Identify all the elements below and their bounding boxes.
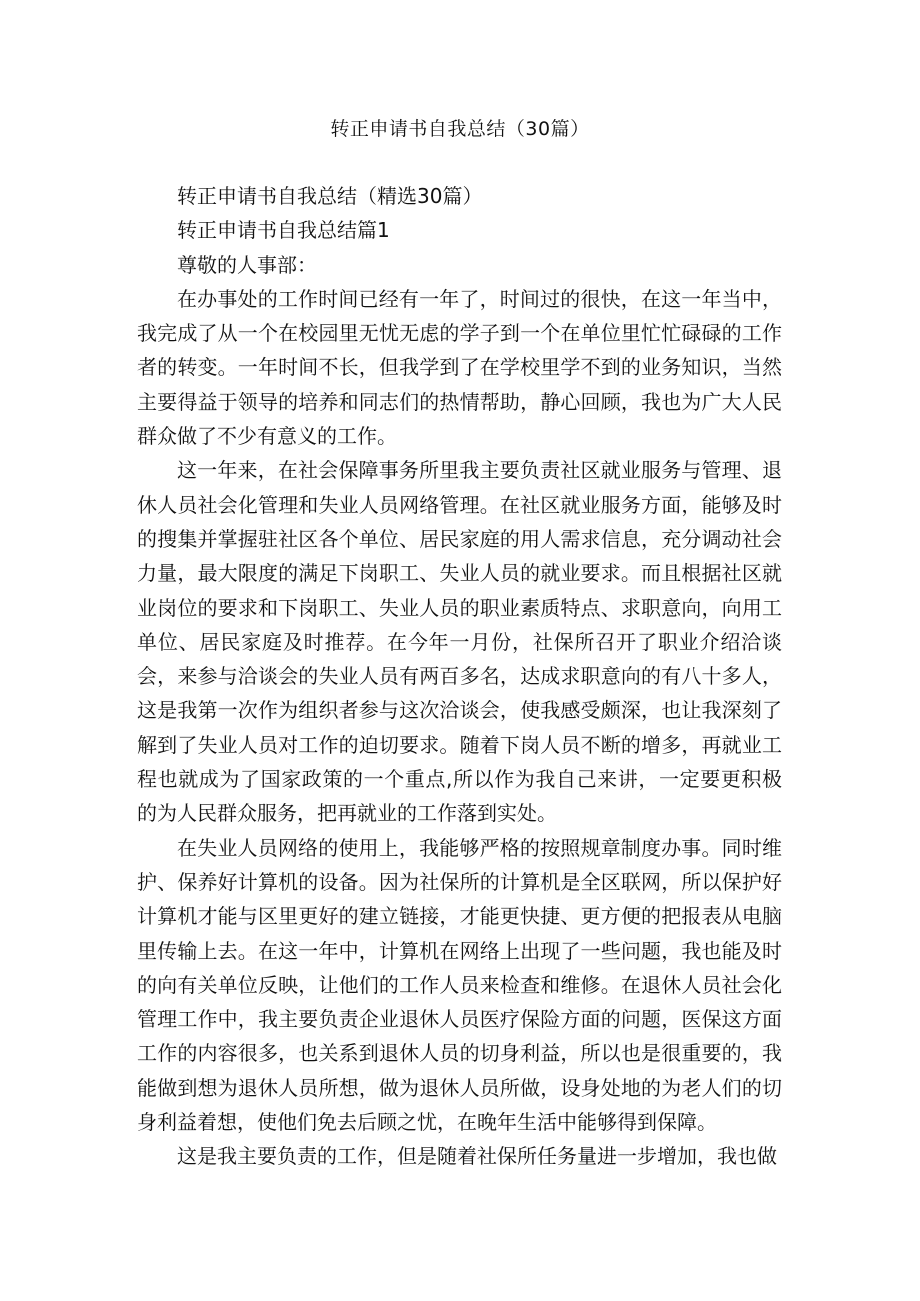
document-body — [137, 179, 782, 1174]
body-paragraph-3: 在失业人员网络的使用上，我能够严格的按照规章制度办事。同时维护、保养好计算机的设备。因为社保所的计算机是全区联网，所以保护好计算机才能与区里更好的建立链接，才能更快捷、更方便的把报表从电脑里传输上去。在这一年中，计算机在网络上出现了一些问题，我也能及时的向有关单位反映，让他们的工作人员来检查和维修。在退休人员社会化管理工作中，我主要负责企业退休人员医疗保险方面的问题，医保这方面工作的内容很多，也关系到退休人员的切身利益，所以也是很重要的，我能做到想为退休人员所想，做为退休人员所做，设身处地的为老人们的切身利益着想，使他们免去后顾之忧，在晚年生活中能够得到保障。 — [137, 835, 782, 1135]
document-title: 转正申请书自我总结（30篇） — [330, 118, 590, 140]
salutation: 尊敬的人事部： — [177, 252, 317, 277]
body-paragraph-2: 这一年来，在社会保障事务所里我主要负责社区就业服务与管理、退休人员社会化管理和失业人员网络管理。在社区就业服务方面，能够及时的搜集并掌握驻社区各个单位、居民家庭的用人需求信息，充分调动社会力量，最大限度的满足下岗职工、失业人员的就业要求。而且根据社区就业岗位的要求和下岗职工、失业人员的职业素质特点、求职意向，向用工单位、居民家庭及时推荐。在今年一月份，社保所召开了职业介绍洽谈会，来参与洽谈会的失业人员有两百多名，达成求职意向的有八十多人，这是我第一次作为组织者参与这次洽谈会，使我感受颇深，也让我深刻了解到了失业人员对工作的迫切要求。随着下岗人员不断的增多，再就业工程也就成为了国家政策的一个重点,所以作为我自己来讲，一定要更积极的为人民群众服务，把再就业的工作落到实处。 — [137, 458, 782, 826]
body-paragraph-4: 这是我主要负责的工作，但是随着社保所任务量进一步增加，我也做 — [177, 1144, 777, 1169]
section-heading: 转正申请书自我总结篇1 — [177, 218, 390, 243]
document-subtitle: 转正申请书自我总结（精选30篇） — [177, 184, 483, 208]
body-paragraph-1: 在办事处的工作时间已经有一年了，时间过的很快，在这一年当中，我完成了从一个在校园里无忧无虑的学子到一个在单位里忙忙碌碌的工作者的转变。一年时间不长，但我学到了在学校里学不到的业务知识，当然主要得益于领导的培养和同志们的热情帮助，静心回顾，我也为广大人民群众做了不少有意义的工作。 — [137, 286, 782, 449]
